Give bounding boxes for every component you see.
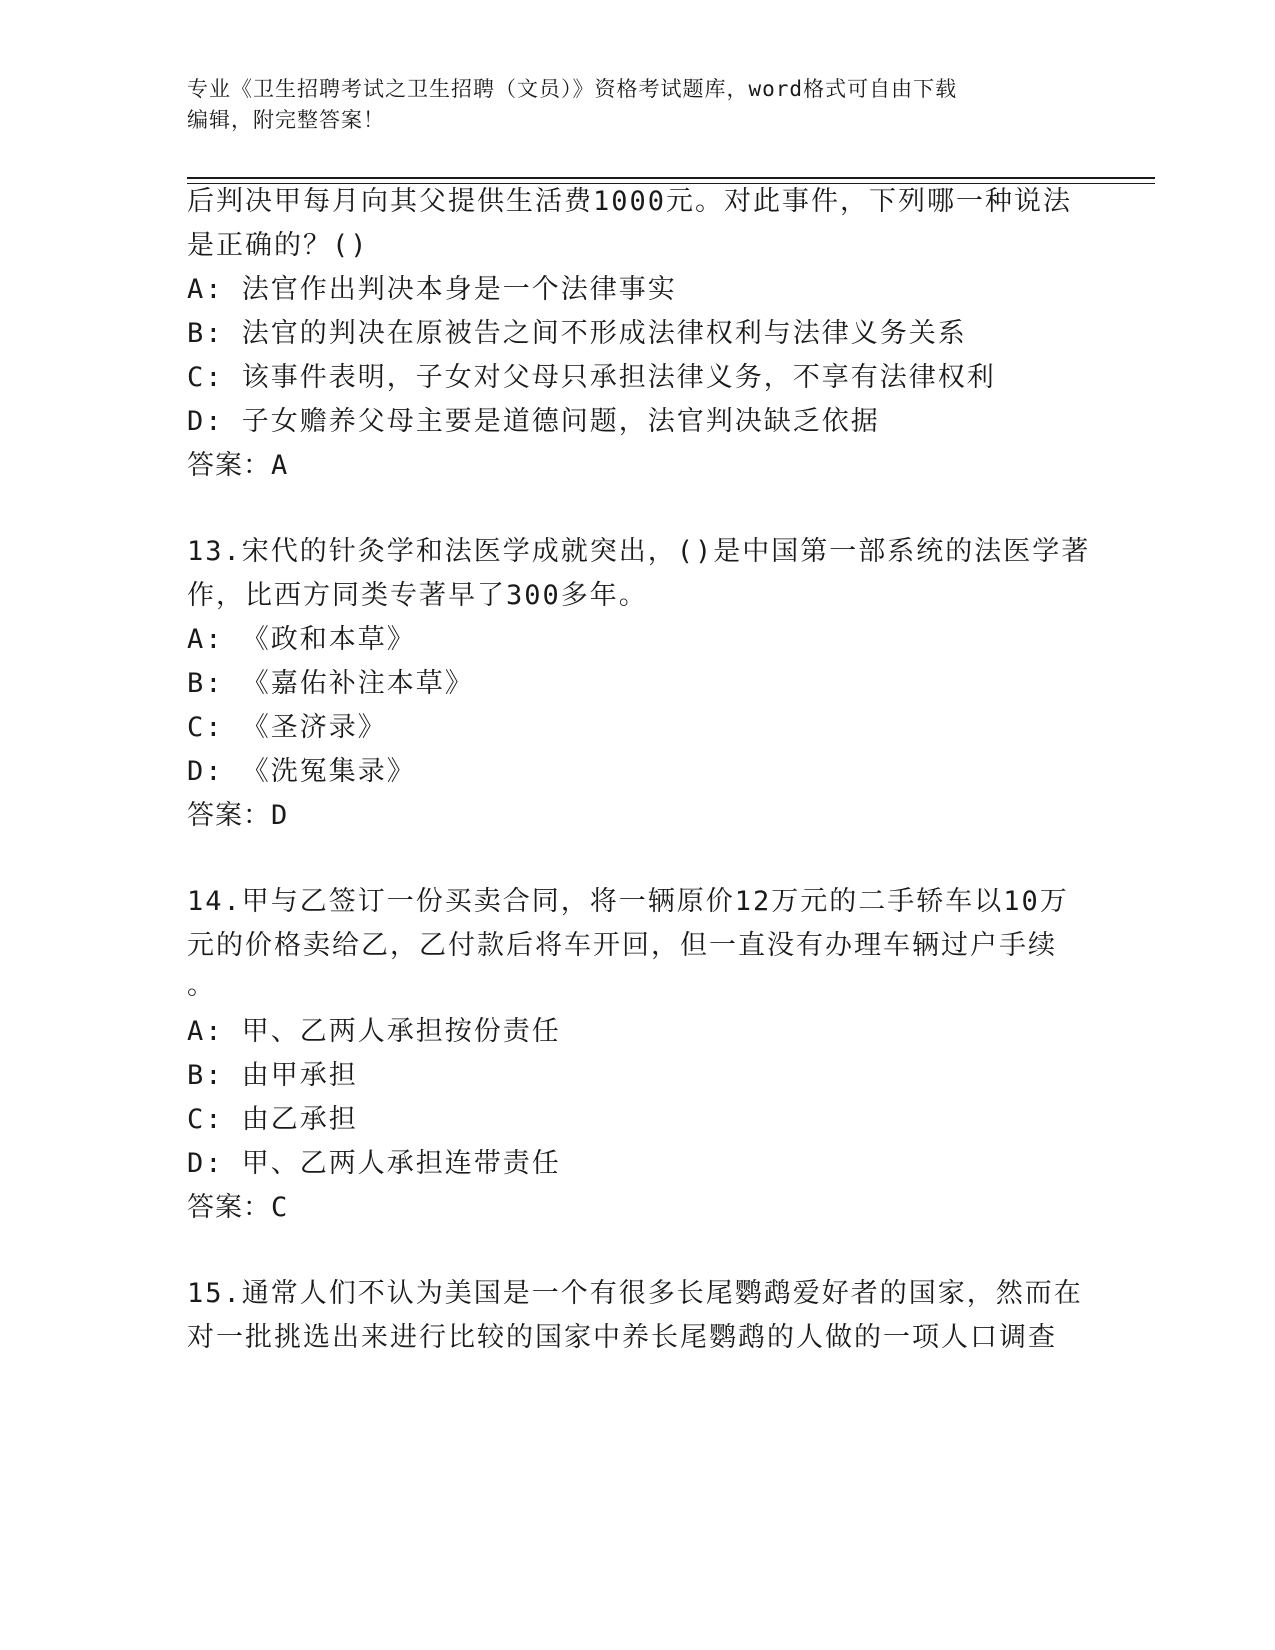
q14-stem-line-2: 元的价格卖给乙，乙付款后将车开回，但一直没有办理车辆过户手续	[187, 930, 1057, 961]
q14-answer: 答案：C	[187, 1192, 289, 1223]
q13-option-b: B: 《嘉佑补注本草》	[187, 668, 474, 699]
q12-option-d: D: 子女赡养父母主要是道德问题，法官判决缺乏依据	[187, 406, 880, 437]
q15-stem-line-1: 15.通常人们不认为美国是一个有很多长尾鹦鹉爱好者的国家，然而在	[187, 1278, 1083, 1309]
q14-option-a: A: 甲、乙两人承担按份责任	[187, 1016, 561, 1047]
q14-stem-line-1: 14.甲与乙签订一份买卖合同，将一辆原价12万元的二手轿车以10万	[187, 886, 1069, 917]
q14-stem-line-3: 。	[187, 970, 216, 1001]
q12-answer: 答案：A	[187, 450, 289, 481]
q13-option-a: A: 《政和本草》	[187, 624, 416, 655]
q14-option-d: D: 甲、乙两人承担连带责任	[187, 1148, 561, 1179]
q14-option-c: C: 由乙承担	[187, 1104, 358, 1135]
q12-option-a: A: 法官作出判决本身是一个法律事实	[187, 274, 677, 305]
q13-answer: 答案：D	[187, 800, 289, 831]
q12-stem-line-2: 是正确的？()	[187, 230, 369, 261]
q13-stem-line-2: 作，比西方同类专著早了300多年。	[187, 580, 648, 611]
q12-stem-line-1: 后判决甲每月向其父提供生活费1000元。对此事件，下列哪一种说法	[187, 186, 1073, 217]
header-divider-thin	[187, 183, 1155, 184]
q13-option-c: C: 《圣济录》	[187, 712, 387, 743]
q13-option-d: D: 《洗冤集录》	[187, 756, 416, 787]
header-line-2: 编辑，附完整答案！	[187, 108, 385, 132]
q14-option-b: B: 由甲承担	[187, 1060, 358, 1091]
q12-option-c: C: 该事件表明，子女对父母只承担法律义务，不享有法律权利	[187, 362, 996, 393]
header-divider-thick	[187, 177, 1155, 179]
document-header	[187, 74, 1087, 136]
q15-stem-line-2: 对一批挑选出来进行比较的国家中养长尾鹦鹉的人做的一项人口调查	[187, 1322, 1057, 1353]
header-line-1: 专业《卫生招聘考试之卫生招聘（文员）》资格考试题库，word格式可自由下载	[187, 77, 958, 101]
q13-stem-line-1: 13.宋代的针灸学和法医学成就突出，()是中国第一部系统的法医学著	[187, 536, 1091, 567]
q12-option-b: B: 法官的判决在原被告之间不形成法律权利与法律义务关系	[187, 318, 967, 349]
